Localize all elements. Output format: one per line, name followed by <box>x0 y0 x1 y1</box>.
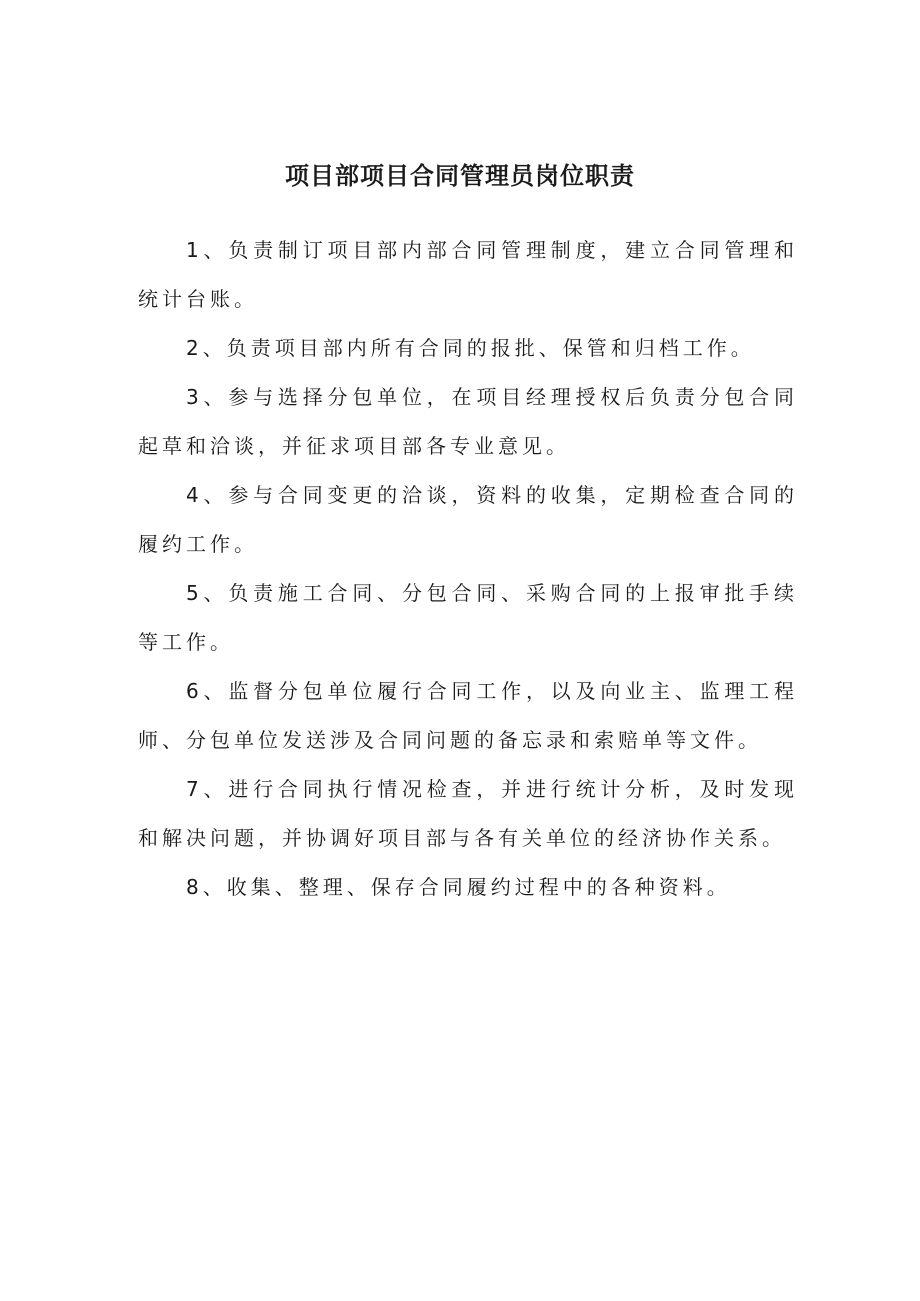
duty-item-7: 7、进行合同执行情况检查，并进行统计分析，及时发现和解决问题，并协调好项目部与各有关单位的经济协作关系。 <box>138 777 798 850</box>
duty-item-8: 8、收集、整理、保存合同履约过程中的各种资料。 <box>186 875 731 899</box>
duty-item-5: 5、负责施工合同、分包合同、采购合同的上报审批手续等工作。 <box>138 581 798 654</box>
duty-item-3: 3、参与选择分包单位，在项目经理授权后负责分包合同起草和洽谈，并征求项目部各专业意见。 <box>138 385 798 458</box>
document-body <box>138 226 798 912</box>
duty-item-6: 6、监督分包单位履行合同工作，以及向业主、监理工程师、分包单位发送涉及合同问题的备忘录和索赔单等文件。 <box>138 679 798 752</box>
document-title: 项目部项目合同管理员岗位职责 <box>285 162 635 190</box>
duty-item-4: 4、参与合同变更的洽谈，资料的收集，定期检查合同的履约工作。 <box>138 483 798 556</box>
duty-item-1: 1、负责制订项目部内部合同管理制度，建立合同管理和统计台账。 <box>138 238 798 311</box>
duty-item-2: 2、负责项目部内所有合同的报批、保管和归档工作。 <box>186 336 755 360</box>
